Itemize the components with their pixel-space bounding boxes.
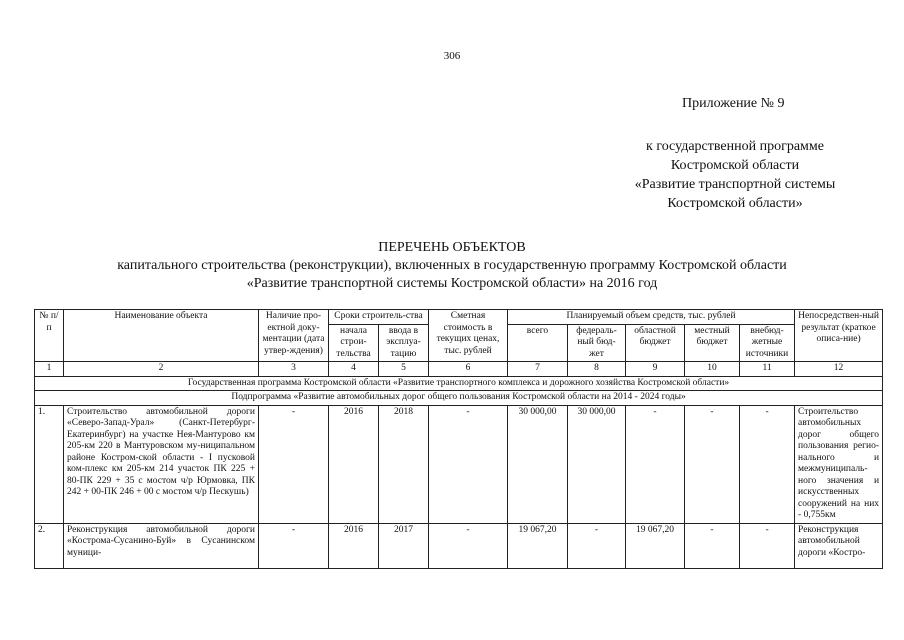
column-number-row	[35, 362, 883, 377]
row-result: Реконструкция автомобильной дороги «Костро-	[798, 524, 866, 558]
title-line: «Развитие транспортной системы Костромской области» на 2016 год	[246, 276, 658, 291]
header-result: Непосредствен-ный результат (краткое описа-ние)	[795, 310, 883, 362]
object-name-cell	[64, 523, 259, 568]
column-number: 2	[64, 362, 259, 377]
column-number: 7	[508, 362, 568, 377]
header-docs: Наличие про-ектной доку-ментации (дата утвер-ждения)	[259, 310, 329, 362]
column-number: 6	[429, 362, 508, 377]
row-local: -	[685, 523, 740, 568]
object-name: Реконструкция автомобильной дороги «Кострома-Сусанино-Буй» в Сусанинском муници-	[67, 524, 255, 558]
header-name: Наименование объекта	[64, 310, 259, 362]
appendix-label: Приложение № 9	[682, 96, 785, 111]
header-num: № п/п	[35, 310, 64, 362]
header-regional: областной бюджет	[626, 324, 685, 362]
column-number: 8	[568, 362, 626, 377]
program-reference-line: «Развитие транспортной системы	[634, 177, 836, 192]
title-line: ПЕРЕЧЕНЬ ОБЪЕКТОВ	[378, 240, 526, 255]
row-docs: -	[259, 405, 329, 523]
program-reference-line: Костромской области	[670, 158, 800, 173]
column-number: 10	[685, 362, 740, 377]
row-docs: -	[259, 523, 329, 568]
object-name: Строительство автомобильной дороги «Северо-Запад-Урал» (Санкт-Петербург-Екатеринбург) на участке Нея-Мантурово км 205-км 220 в Мантуровском му-ниципальном районе Костром-ской области - I пусковой ком-плекс км 205-км 214 участок ПК 225 + 80-ПК 229 + 35 с мостом ч/р Юрмовка, ПК 242 + 00-ПК 246 + 00 с мостом ч/р Пескушь)	[64, 405, 259, 523]
header-commission: ввода в эксплуа-тацию	[379, 324, 429, 362]
row-extra: -	[740, 523, 795, 568]
program-title: Государственная программа Костромской области «Развитие транспортного комплекса и дорожного хозяйства Костромской области»	[35, 376, 883, 391]
row-result-cell	[795, 523, 883, 568]
header-estimate: Сметная стоимость в текущих ценах, тыс. рублей	[429, 310, 508, 362]
header-terms: Сроки строитель-ства	[329, 310, 429, 325]
row-commission: 2018	[379, 405, 429, 523]
header-extra: внебюд-жетные источники	[740, 324, 795, 362]
row-num: 1.	[35, 405, 64, 523]
row-regional: -	[626, 405, 685, 523]
subprogram-row	[35, 391, 883, 406]
program-row	[35, 376, 883, 391]
program-reference-line: Костромской области»	[667, 196, 803, 211]
document-title	[0, 239, 904, 293]
table-row	[35, 405, 883, 523]
row-federal: 30 000,00	[568, 405, 626, 523]
column-number: 12	[795, 362, 883, 377]
row-local: -	[685, 405, 740, 523]
header-planned: Планируемый объем средств, тыс. рублей	[508, 310, 795, 325]
column-number: 11	[740, 362, 795, 377]
subprogram-title: Подпрограмма «Развитие автомобильных дорог общего пользования Костромской области на 2014 - 2024 годы»	[35, 391, 883, 406]
column-number: 3	[259, 362, 329, 377]
page-number: 306	[443, 50, 461, 62]
header-row	[35, 310, 883, 325]
column-number: 1	[35, 362, 64, 377]
row-extra: -	[740, 405, 795, 523]
program-reference-line: к государственной программе	[646, 139, 824, 154]
header-total: всего	[508, 324, 568, 362]
row-commission: 2017	[379, 523, 429, 568]
column-number: 9	[626, 362, 685, 377]
objects-table	[34, 309, 883, 569]
header-start: начала строи-тельства	[329, 324, 379, 362]
table-row	[35, 523, 883, 568]
column-number: 5	[379, 362, 429, 377]
row-start: 2016	[329, 523, 379, 568]
row-estimate: -	[429, 523, 508, 568]
row-result: Строительство автомобильных дорог общего пользования регио-нального и межмуниципаль-ного значения и искусственных сооружений на них - 0,755км	[795, 405, 883, 523]
header-local: местный бюджет	[685, 324, 740, 362]
row-num: 2.	[35, 523, 64, 568]
row-regional: 19 067,20	[626, 523, 685, 568]
row-estimate: -	[429, 405, 508, 523]
row-start: 2016	[329, 405, 379, 523]
row-total: 30 000,00	[508, 405, 568, 523]
row-federal: -	[568, 523, 626, 568]
header-federal: федераль-ный бюд-жет	[568, 324, 626, 362]
column-number: 4	[329, 362, 379, 377]
title-line: капитального строительства (реконструкции), включенных в государственную программу Костромской области	[117, 258, 787, 273]
row-total: 19 067,20	[508, 523, 568, 568]
program-reference	[610, 137, 860, 213]
